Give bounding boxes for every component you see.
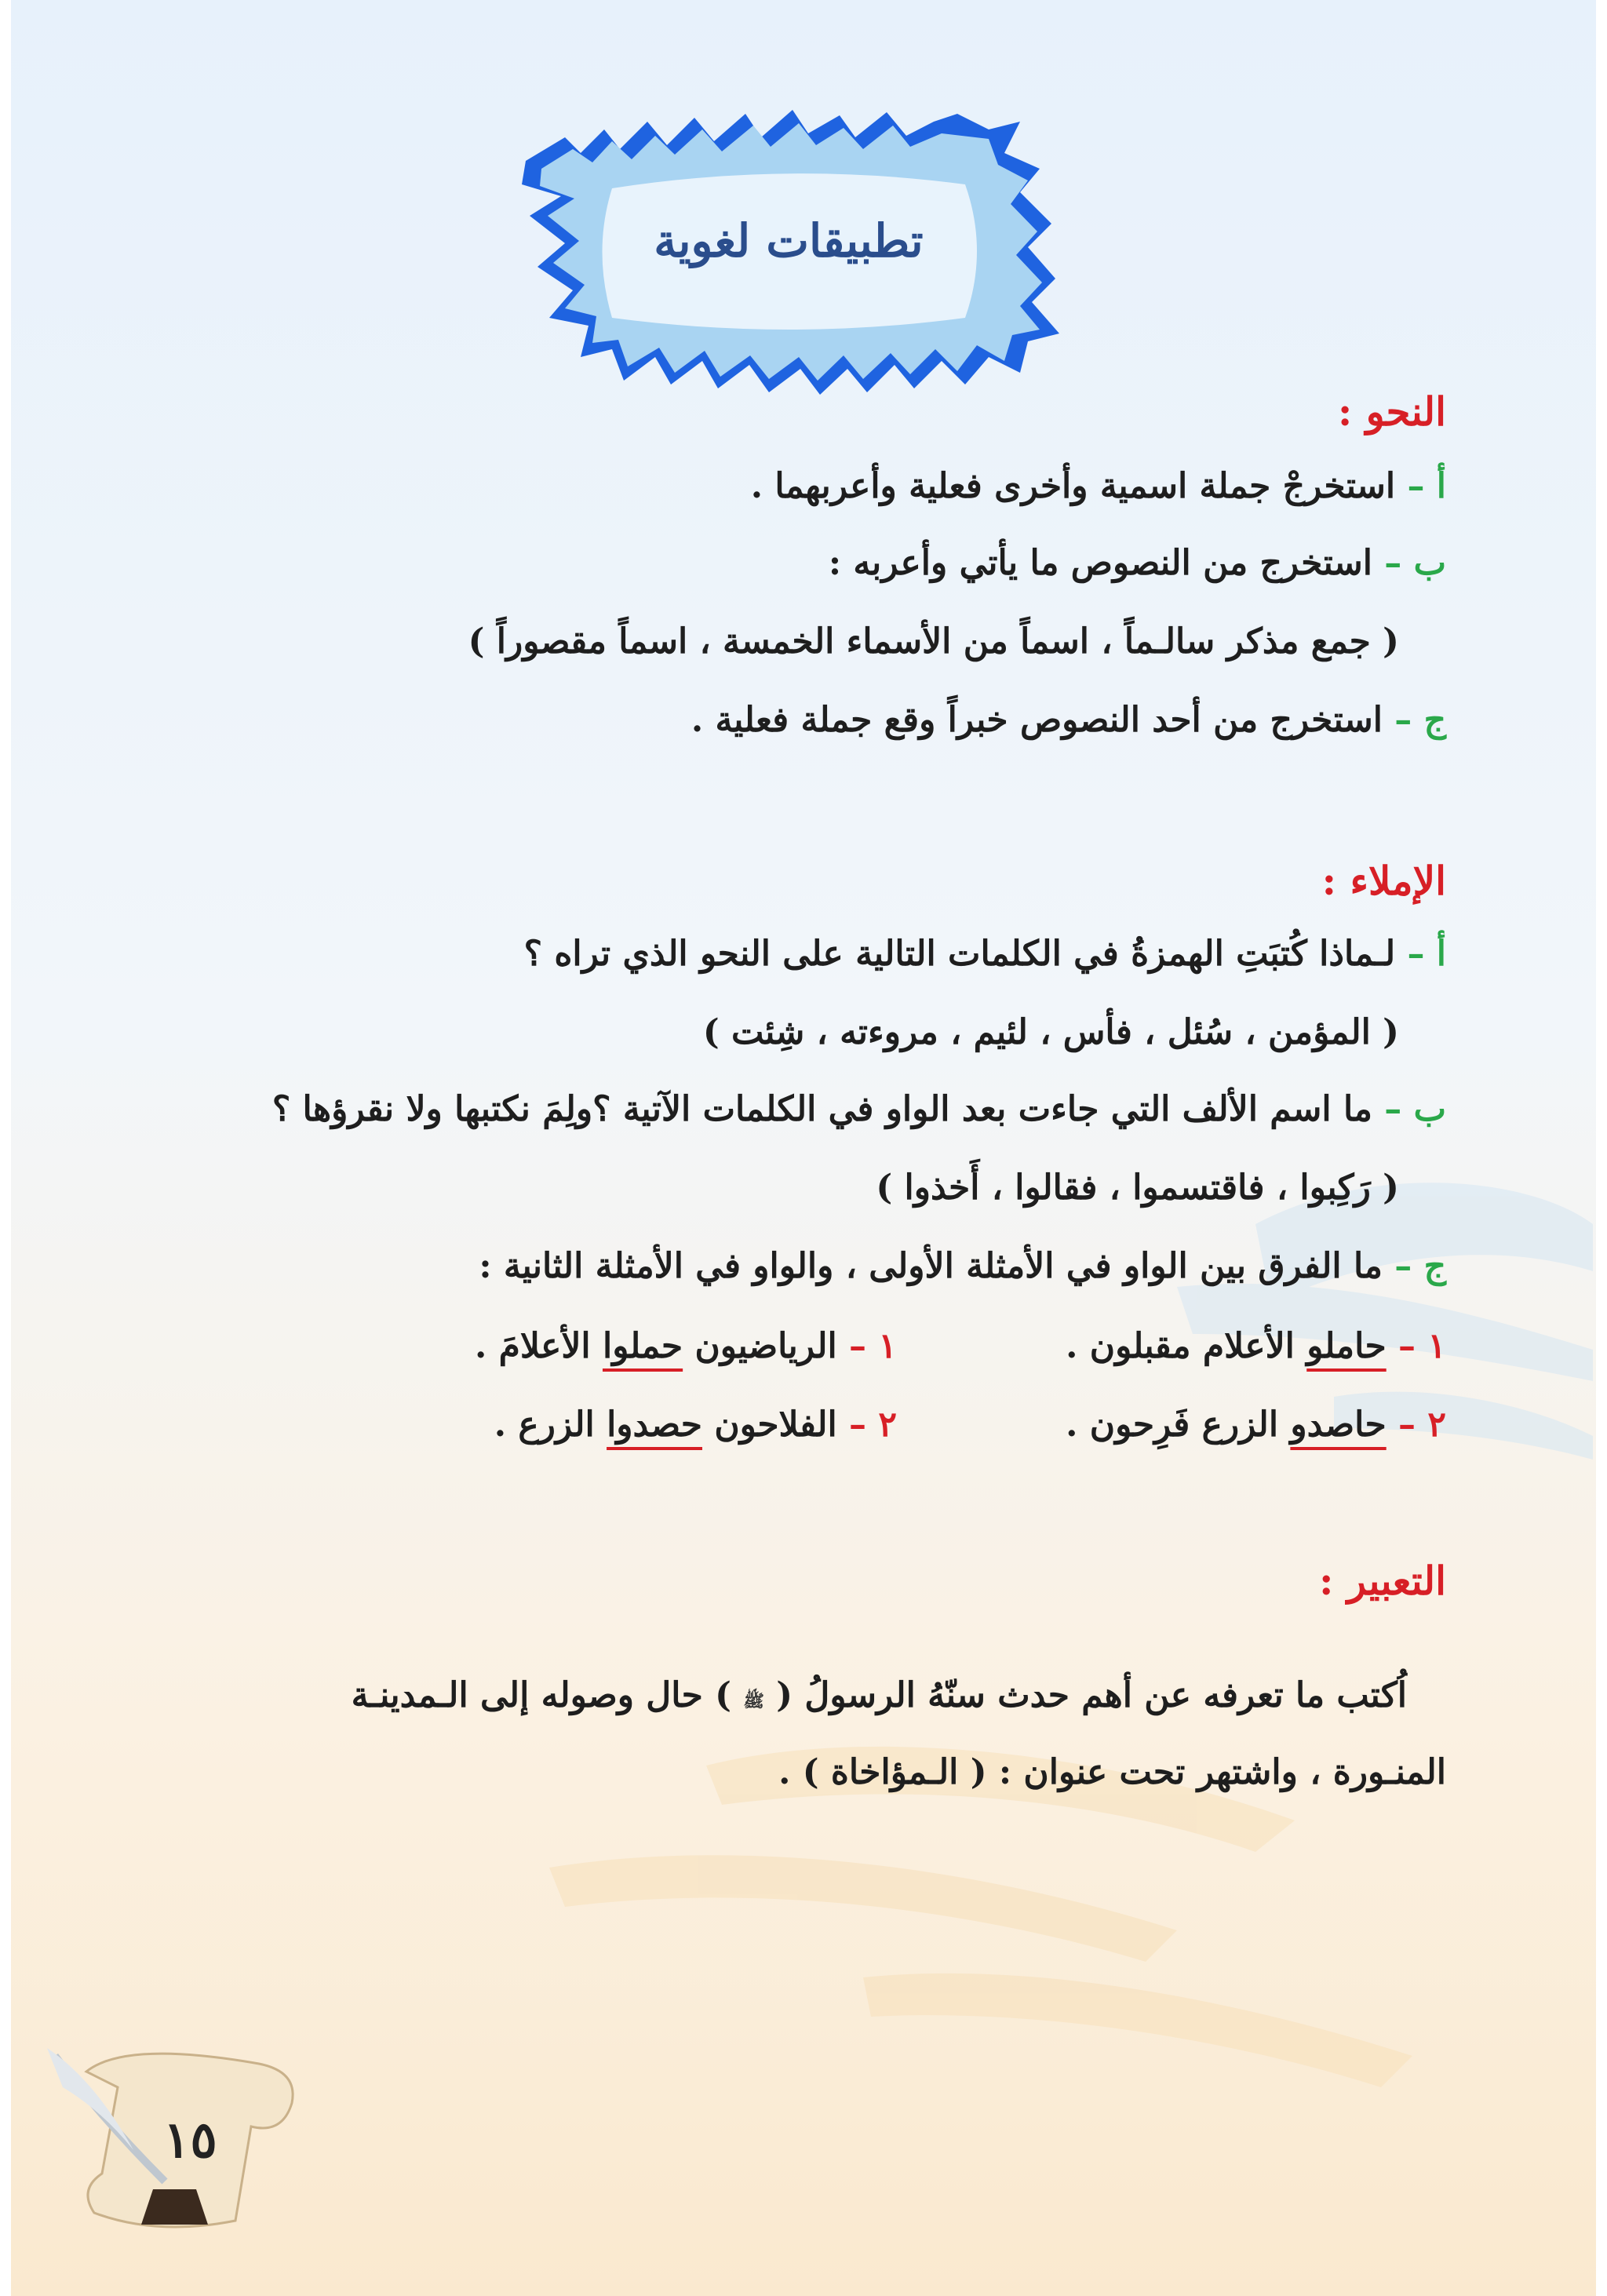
example-rest: الزرع . <box>494 1405 607 1445</box>
tabeer-line-1 <box>352 1675 1407 1717</box>
tabeer-text: المنـورة ، واشتهر تحت عنوان : ( الـمؤاخاة ) . <box>778 1752 1446 1792</box>
example-rest: الزرع فَرِحون . <box>1066 1405 1291 1445</box>
item-letter: ج – <box>1394 700 1446 740</box>
underlined-word: حاصدو <box>1290 1405 1387 1445</box>
nahw-item-b-list <box>468 621 1399 663</box>
item-text: استخرجْ جملة اسمية وأخرى فعلية وأعربهما . <box>750 466 1396 506</box>
item-text: ما اسم الألف التي جاءت بعد الواو في الكلمات الآتية ؟ولِمَ نكتبها ولا نقرؤها ؟ <box>271 1089 1372 1129</box>
item-text: ( المؤمن ، سُئل ، فأس ، لئيم ، مروءته ، شِئت ) <box>702 1012 1399 1052</box>
nahw-item-c <box>691 700 1446 742</box>
item-text: استخرج من النصوص ما يأتي وأعربه : <box>828 543 1372 583</box>
section-heading-imla: الإملاء : <box>1321 858 1446 904</box>
underlined-word: حصدوا <box>607 1405 702 1445</box>
imla-item-a <box>524 934 1446 975</box>
title-frame <box>518 106 1059 396</box>
imla-item-a-words <box>703 1012 1399 1054</box>
section-heading-nahw: النحو : <box>1337 388 1446 435</box>
item-letter: ب – <box>1384 1089 1446 1129</box>
imla-item-c <box>479 1246 1446 1288</box>
example-before: الرياضيون <box>683 1326 837 1366</box>
example-second-2 <box>494 1405 897 1446</box>
example-rest: الأعلام مقبلون . <box>1066 1326 1307 1366</box>
page-title: تطبيقات لغوية <box>654 214 924 268</box>
page-number: ١٥ <box>163 2111 217 2170</box>
example-second-1 <box>475 1326 897 1368</box>
example-first-2 <box>1066 1405 1446 1446</box>
example-number: ١ – <box>1398 1326 1446 1366</box>
tabeer-text-end: ) حال وصوله إلى الـمدينـة <box>351 1675 731 1715</box>
underlined-word: حملوا <box>602 1326 683 1366</box>
example-before: الفلاحون <box>702 1405 837 1445</box>
item-letter: ج – <box>1394 1246 1446 1286</box>
item-letter: أ – <box>1407 934 1446 974</box>
tabeer-line-2 <box>778 1752 1446 1794</box>
item-text: لـماذا كُتبَتِ الهمزةُ في الكلمات التالية على النحو الذي تراه ؟ <box>523 934 1396 974</box>
item-text: استخرج من أحد النصوص خبراً وقع جملة فعلية . <box>691 700 1383 740</box>
example-rest: الأعلامَ . <box>474 1326 603 1366</box>
item-text: ( جمع مذكر سالـماً ، اسماً من الأسماء الخمسة ، اسماً مقصوراً ) <box>468 621 1399 661</box>
example-number: ١ – <box>849 1326 897 1366</box>
underlined-word: حاملو <box>1306 1326 1387 1366</box>
item-letter: ب – <box>1384 543 1446 583</box>
nahw-item-b <box>829 543 1446 585</box>
item-text: ما الفرق بين الواو في الأمثلة الأولى ، والواو في الأمثلة الثانية : <box>479 1246 1383 1286</box>
nahw-item-a <box>751 466 1446 508</box>
imla-item-b <box>272 1089 1446 1131</box>
item-text: ( رَكِبوا ، فاقتسموا ، فقالوا ، أَخذوا ) <box>876 1168 1399 1208</box>
example-number: ٢ – <box>849 1405 897 1445</box>
example-first-1 <box>1066 1326 1446 1368</box>
example-number: ٢ – <box>1398 1405 1446 1445</box>
imla-item-b-words <box>876 1168 1399 1209</box>
prophet-salutation-icon: ﷺ <box>743 1691 764 1711</box>
item-letter: أ – <box>1407 466 1446 506</box>
tabeer-text-start: اُكتب ما تعرفه عن أهم حدث سنّهُ الرسولُ ( <box>776 1675 1407 1715</box>
section-heading-tabeer: التعبير : <box>1319 1558 1446 1604</box>
